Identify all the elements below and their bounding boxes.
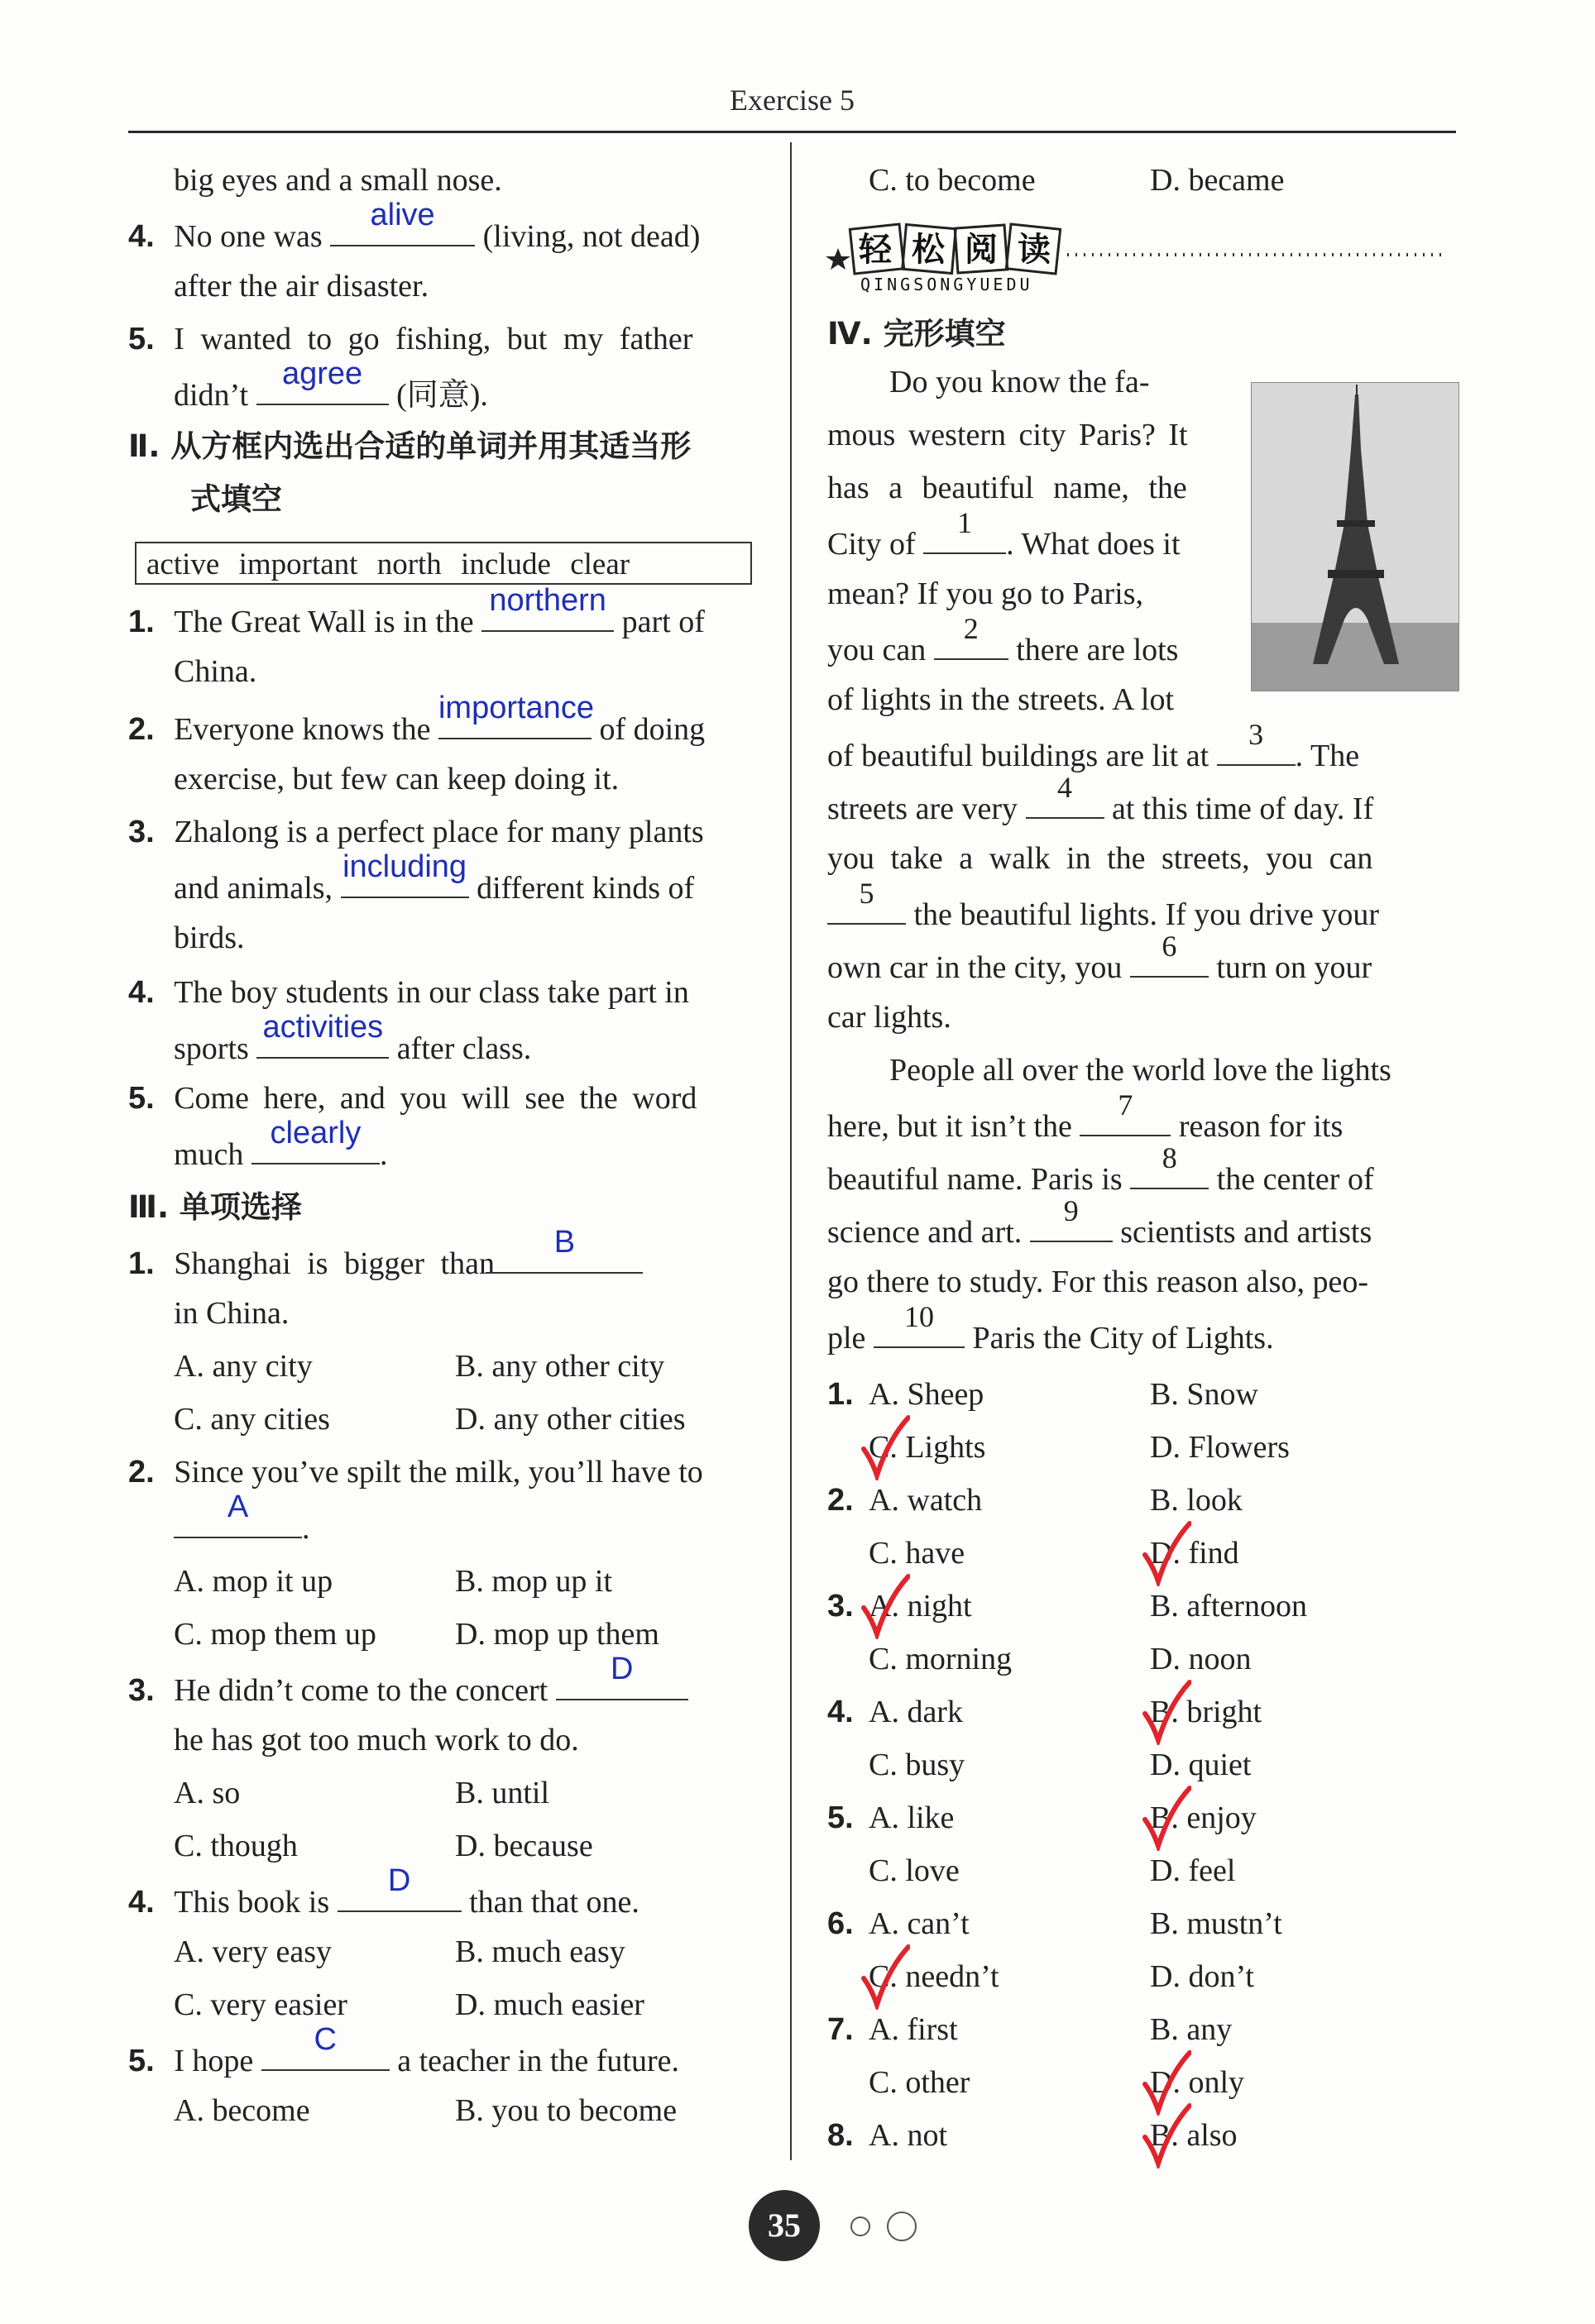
s3-q5-option-c: C. to become xyxy=(869,163,1036,198)
answer-blank[interactable]: including xyxy=(341,858,469,898)
s3-q3-option-b: B. until xyxy=(455,1776,550,1810)
answer-blank[interactable]: activities xyxy=(256,1019,389,1059)
choice-6-option-a: A. can’t xyxy=(869,1906,970,1941)
s3-q1-option-b: B. any other city xyxy=(455,1349,665,1384)
s3-q3-option-c: C. though xyxy=(174,1829,298,1863)
red-checkmark-icon xyxy=(860,1414,910,1480)
passage-line: own car in the city, you 6 turn on your xyxy=(827,930,1372,985)
cloze-blank-4[interactable]: 4 xyxy=(1026,779,1104,819)
decorative-circle-small xyxy=(850,2216,870,2236)
choice-2-option-a: A. watch xyxy=(869,1483,983,1518)
s3-q3-option-a: A. so xyxy=(174,1776,241,1810)
passage-line: car lights. xyxy=(827,1000,951,1035)
answer-blank[interactable]: northern xyxy=(481,592,614,632)
answer-blank[interactable]: A xyxy=(174,1499,302,1538)
passage-line: Do you know the fa- xyxy=(889,365,1150,399)
passage-line: you can 2 there are lots xyxy=(827,612,1179,667)
passage-line: mous western city Paris? It xyxy=(827,418,1188,452)
choice-7-option-d: D. only xyxy=(1150,2065,1244,2100)
s3-q5-option-d: D. became xyxy=(1150,163,1285,198)
s1-q5-line2: didn’t agree (同意). xyxy=(174,356,488,413)
answer-blank[interactable]: clearly xyxy=(251,1125,380,1164)
choice-1-option-d: D. Flowers xyxy=(1150,1430,1290,1465)
eiffel-tower-photo xyxy=(1251,382,1459,691)
passage-line: City of 1 . What does it xyxy=(827,506,1181,562)
choice-4-option-d: D. quiet xyxy=(1150,1748,1252,1782)
red-checkmark-icon xyxy=(860,1573,910,1639)
choice-5-option-a: A. like xyxy=(869,1800,955,1835)
passage-line: here, but it isn’t the 7 reason for its xyxy=(827,1088,1344,1144)
passage-line: of lights in the streets. A lot xyxy=(827,682,1175,717)
s3-q4: 4. This book is D than that one. xyxy=(128,1863,639,1920)
s3-q3-line2: he has got too much work to do. xyxy=(174,1723,579,1757)
s3-q5-option-b: B. you to become xyxy=(455,2093,678,2128)
choice-2-option-b: B. look xyxy=(1150,1483,1243,1518)
choice-1-option-a: A. Sheep xyxy=(869,1377,984,1412)
choice-2-option-d: D. find xyxy=(1150,1536,1239,1571)
cloze-blank-8[interactable]: 8 xyxy=(1130,1150,1209,1189)
choice-3-option-b: B. afternoon xyxy=(1150,1589,1307,1623)
s3-q3-option-d: D. because xyxy=(455,1829,593,1863)
s3-q5: 5. I hope C a teacher in the future. xyxy=(128,2022,679,2078)
s3-q1-option-c: C. any cities xyxy=(174,1402,330,1437)
passage-line: of beautiful buildings are lit at 3 . The xyxy=(827,718,1360,773)
s3-q2-line2: A . xyxy=(174,1499,310,1555)
choice-4-option-b: B. bright xyxy=(1150,1695,1262,1729)
cloze-blank-9[interactable]: 9 xyxy=(1030,1203,1113,1242)
choice-6-option-b: B. mustn’t xyxy=(1150,1906,1282,1941)
s3-q2-option-c: C. mop them up xyxy=(174,1617,376,1652)
banner-subtitle: QINGSONGYUEDU xyxy=(860,275,1033,294)
s2-q1: 1. The Great Wall is in the northern part of xyxy=(128,583,705,639)
choice-6-option-d: D. don’t xyxy=(1150,1959,1254,1994)
word-bank-box: active important north include clear xyxy=(135,542,752,585)
s3-q2-line1: 2. Since you’ve spilt the milk, you’ll have to xyxy=(128,1455,703,1490)
page-number: 35 xyxy=(749,2190,820,2261)
passage-line: 5 the beautiful lights. If you drive your xyxy=(827,885,1379,941)
choice-1-option-b: B. Snow xyxy=(1150,1377,1258,1412)
red-checkmark-icon xyxy=(1142,2102,1191,2169)
s2-q1-line2: China. xyxy=(174,654,257,689)
passage-line: go there to study. For this reason also, peo- xyxy=(827,1265,1368,1299)
choice-5-option-d: D. feel xyxy=(1150,1853,1236,1888)
choice-5-option-c: C. love xyxy=(869,1853,960,1888)
choice-number: 3. xyxy=(827,1589,854,1623)
choice-number: 6. xyxy=(827,1906,854,1941)
s3-q2-option-b: B. mop up it xyxy=(455,1564,613,1599)
passage-line: ple 10 Paris the City of Lights. xyxy=(827,1300,1274,1356)
answer-blank[interactable]: alive xyxy=(330,207,475,246)
section-3-title: Ⅲ. 单项选择 xyxy=(128,1189,302,1225)
choice-2-option-c: C. have xyxy=(869,1536,965,1571)
s2-q3-line1: 3. Zhalong is a perfect place for many plants xyxy=(128,815,704,849)
choice-number: 8. xyxy=(827,2118,854,2153)
choice-8-option-b: B. also xyxy=(1150,2118,1238,2153)
choice-4-option-a: A. dark xyxy=(869,1695,963,1729)
cloze-blank-7[interactable]: 7 xyxy=(1080,1097,1171,1136)
s3-q5-option-a: A. become xyxy=(174,2093,310,2128)
s3-q1-line2: in China. xyxy=(174,1296,290,1331)
s2-q2-line2: exercise, but few can keep doing it. xyxy=(174,762,620,796)
choice-number: 5. xyxy=(827,1800,854,1835)
passage-line: People all over the world love the lights xyxy=(889,1053,1391,1088)
section-2-title-line2: 式填空 xyxy=(190,481,282,517)
s3-q1: 1. Shanghai is bigger than B xyxy=(128,1234,643,1290)
s3-q3: 3. He didn’t come to the concert D xyxy=(128,1661,688,1717)
s3-q2-option-d: D. mop up them xyxy=(455,1617,659,1652)
cloze-blank-10[interactable]: 10 xyxy=(874,1308,965,1348)
column-divider xyxy=(790,142,792,2160)
decorative-circle-large xyxy=(887,2212,917,2241)
answer-blank[interactable]: C xyxy=(261,2031,390,2071)
choice-3-option-a: A. night xyxy=(869,1589,972,1623)
choice-number: 1. xyxy=(827,1377,854,1412)
passage-line: has a beautiful name, the xyxy=(827,471,1187,505)
s2-q3-line2: and animals, including different kinds of xyxy=(174,849,695,906)
choice-number: 2. xyxy=(827,1483,854,1518)
s3-q4-option-d: D. much easier xyxy=(455,1987,644,2022)
answer-blank[interactable]: D xyxy=(338,1872,462,1912)
choice-3-option-c: C. morning xyxy=(869,1642,1013,1676)
s2-q5-line1: 5. Come here, and you will see the word xyxy=(128,1081,697,1116)
choice-7-option-b: B. any xyxy=(1150,2012,1233,2047)
choice-6-option-c: C. needn’t xyxy=(869,1959,999,1994)
passage-line: science and art. 9 scientists and artists xyxy=(827,1194,1372,1250)
page-header-title: Exercise 5 xyxy=(730,84,855,117)
choice-3-option-d: D. noon xyxy=(1150,1642,1252,1676)
cloze-blank-5[interactable]: 5 xyxy=(827,885,906,925)
red-checkmark-icon xyxy=(1142,1785,1191,1851)
passage-line: you take a walk in the streets, you can xyxy=(827,841,1373,876)
choice-8-option-a: A. not xyxy=(869,2118,947,2153)
s3-q4-option-c: C. very easier xyxy=(174,1987,347,2022)
choice-7-option-a: A. first xyxy=(869,2012,958,2047)
s3-q1-option-d: D. any other cities xyxy=(455,1402,686,1437)
answer-blank[interactable]: D xyxy=(556,1661,688,1700)
s2-q4-line1: 4. The boy students in our class take part in xyxy=(128,975,689,1010)
cloze-blank-2[interactable]: 2 xyxy=(934,620,1008,660)
choice-7-option-c: C. other xyxy=(869,2065,970,2100)
banner-dotted-line xyxy=(1067,248,1456,261)
s2-q2: 2. Everyone knows the importance of doing xyxy=(128,691,706,747)
continued-line: big eyes and a small nose. xyxy=(174,163,502,198)
section-4-title: Ⅳ. 完形填空 xyxy=(827,316,1006,351)
red-checkmark-icon xyxy=(860,1944,910,2010)
s1-q4-line2: after the air disaster. xyxy=(174,269,429,304)
s1-q5-line1: 5. I wanted to go fishing, but my father xyxy=(128,322,693,356)
passage-line: streets are very 4 at this time of day. If xyxy=(827,771,1374,826)
red-checkmark-icon xyxy=(1142,1520,1191,1586)
banner-title: 轻松阅读 xyxy=(859,231,1071,269)
s1-q4: 4. No one was alive (living, not dead) xyxy=(128,198,701,254)
choice-number: 4. xyxy=(827,1695,854,1729)
choice-1-option-c: C. Lights xyxy=(869,1430,986,1465)
section-2-title: Ⅱ. 从方框内选出合适的单词并用其适当形 xyxy=(128,428,692,464)
answer-blank[interactable]: agree xyxy=(256,366,389,405)
choice-number: 7. xyxy=(827,2012,854,2047)
s2-q5-line2: much clearly . xyxy=(174,1116,388,1172)
answer-blank[interactable]: B xyxy=(486,1234,643,1274)
cloze-blank-3[interactable]: 3 xyxy=(1217,726,1296,766)
s2-q4-line2: sports activities after class. xyxy=(174,1010,532,1066)
passage-line: beautiful name. Paris is 8 the center of xyxy=(827,1141,1374,1197)
s3-q4-option-a: A. very easy xyxy=(174,1934,332,1969)
answer-blank[interactable]: importance xyxy=(438,700,592,739)
s3-q1-option-a: A. any city xyxy=(174,1349,313,1384)
s3-q2-option-a: A. mop it up xyxy=(174,1564,333,1599)
choice-4-option-c: C. busy xyxy=(869,1748,965,1782)
cloze-blank-6[interactable]: 6 xyxy=(1130,938,1209,978)
red-checkmark-icon xyxy=(1142,1679,1191,1745)
s2-q3-line3: birds. xyxy=(174,921,245,955)
passage-line: mean? If you go to Paris, xyxy=(827,576,1144,611)
header-divider xyxy=(128,131,1456,133)
cloze-blank-1[interactable]: 1 xyxy=(923,514,1006,554)
s3-q4-option-b: B. much easy xyxy=(455,1934,625,1969)
choice-5-option-b: B. enjoy xyxy=(1150,1800,1257,1835)
